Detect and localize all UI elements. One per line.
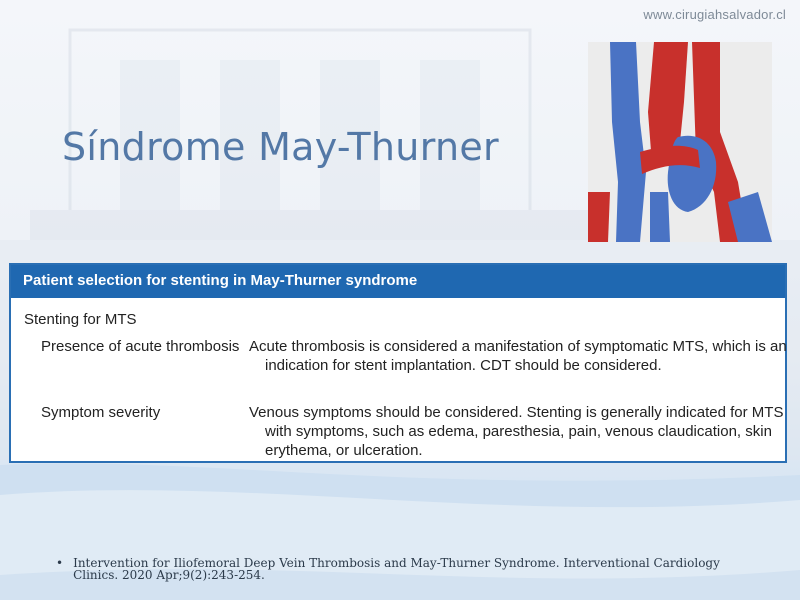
slide-title: Síndrome May-Thurner [62,125,499,169]
row-label: Symptom severity [41,404,161,421]
bullet-marker: • [56,556,64,570]
row-description: Acute thrombosis is considered a manifestation of symptomatic MTS, which is an indication for stent implantation. CDT should be considered. [249,338,787,374]
stenting-selection-table [9,263,787,463]
site-url: www.cirugiahsalvador.cl [643,7,786,22]
reference-text: Intervention for Iliofemoral Deep Vein Thrombosis and May-Thurner Syndrome. Interventional Cardiology Clinics. 2020 Apr;9(2):243-254. [73,556,720,582]
row-description: Venous symptoms should be considered. Stenting is generally indicated for MTS with symptoms, such as edema, paresthesia, pain, venous claudication, skin erythema, or ulceration. [249,404,784,459]
reference-citation [56,557,756,581]
table-header: Patient selection for stenting in May-Thurner syndrome [11,265,785,298]
row-label: Presence of acute thrombosis [41,338,240,355]
vein-anatomy-illustration [588,42,772,242]
table-section-label: Stenting for MTS [24,311,137,328]
